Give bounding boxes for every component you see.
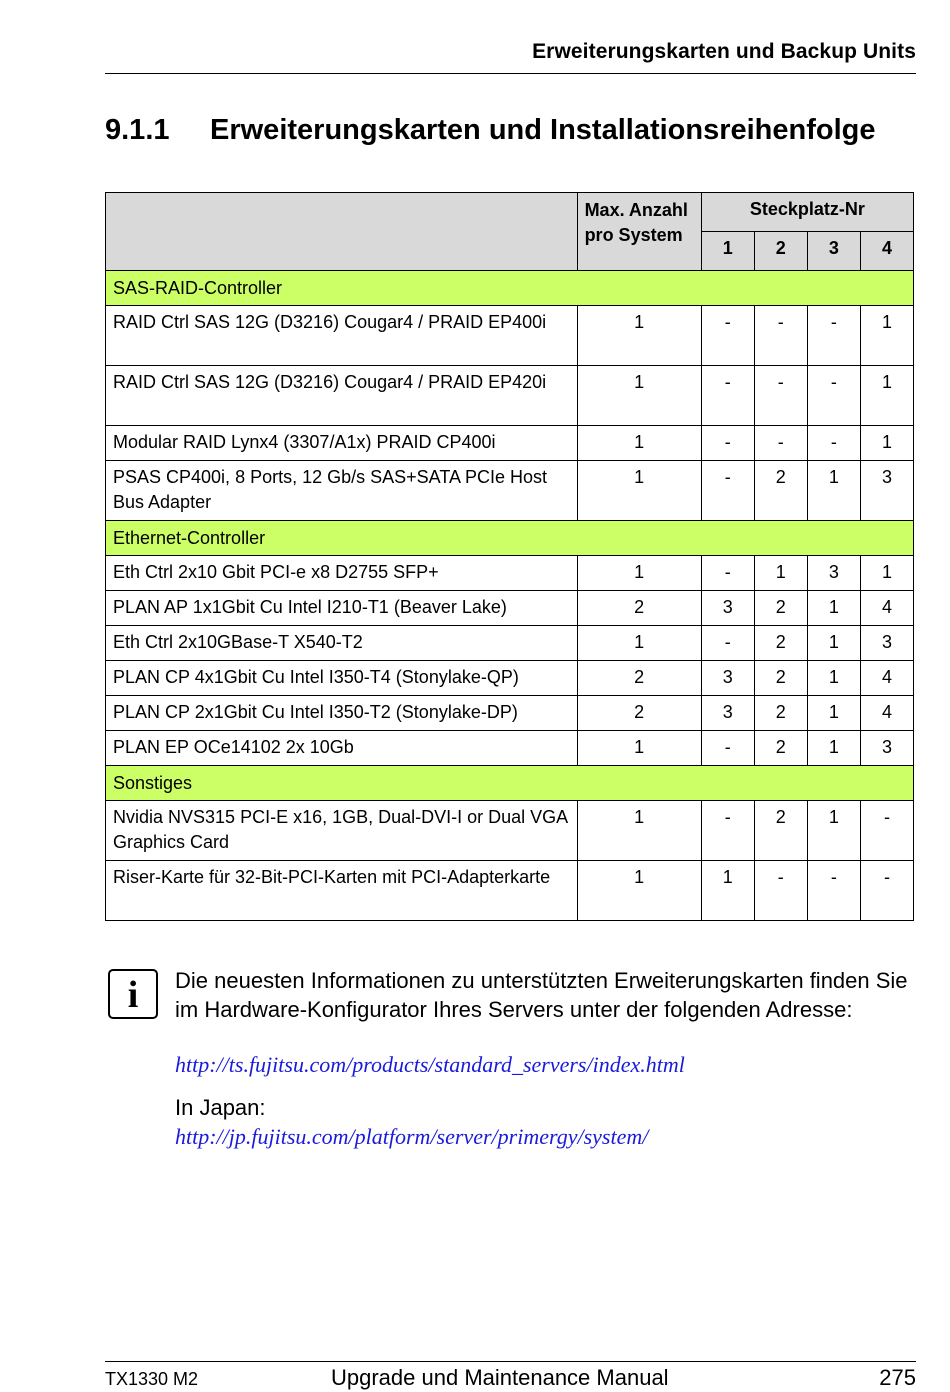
slot-3-cell: 1 [807, 591, 860, 626]
slot-2-cell: 2 [754, 591, 807, 626]
category-label: Ethernet-Controller [106, 521, 914, 556]
table-row [106, 366, 914, 426]
slot-2-cell: - [754, 306, 807, 366]
info-text: Die neuesten Informationen zu unterstützten Erweiterungskarten finden Sie im Hardware-Konfigurator Ihres Servers unter der folgenden Adresse: [175, 968, 908, 1022]
card-name: RAID Ctrl SAS 12G (D3216) Cougar4 / PRAID EP420i [106, 366, 578, 426]
max-count-cell: 1 [577, 861, 701, 921]
table-row [106, 626, 914, 661]
header-blank-cell [106, 193, 578, 271]
header-slot-1: 1 [701, 232, 754, 271]
footer-page-number: 275 [879, 1365, 916, 1390]
card-name: PLAN AP 1x1Gbit Cu Intel I210-T1 (Beaver Lake) [106, 591, 578, 626]
slot-1-cell: 3 [701, 661, 754, 696]
max-count-cell: 1 [577, 626, 701, 661]
info-japan-label: In Japan: [175, 1095, 266, 1120]
info-icon: i [108, 969, 158, 1019]
card-name: Eth Ctrl 2x10GBase-T X540-T2 [106, 626, 578, 661]
section-title: Erweiterungskarten und Installationsreihenfolge [210, 114, 876, 146]
expansion-card-table [105, 192, 914, 921]
category-row [106, 766, 914, 801]
table-row [106, 591, 914, 626]
table-row [106, 306, 914, 366]
table-row [106, 556, 914, 591]
slot-4-cell: 3 [860, 461, 913, 521]
slot-1-cell: - [701, 626, 754, 661]
max-count-cell: 2 [577, 696, 701, 731]
slot-4-cell: - [860, 801, 913, 861]
slot-1-cell: 3 [701, 696, 754, 731]
slot-2-cell: 2 [754, 661, 807, 696]
slot-4-cell: 4 [860, 591, 913, 626]
slot-2-cell: - [754, 861, 807, 921]
slot-2-cell: 2 [754, 626, 807, 661]
slot-1-cell: - [701, 426, 754, 461]
slot-3-cell: 1 [807, 461, 860, 521]
card-name: PSAS CP400i, 8 Ports, 12 Gb/s SAS+SATA PCIe Host Bus Adapter [106, 461, 578, 521]
max-count-cell: 2 [577, 661, 701, 696]
header-slot-group: Steckplatz-Nr [701, 193, 913, 232]
table-row [106, 426, 914, 461]
section-number: 9.1.1 [105, 114, 170, 146]
max-count-cell: 1 [577, 426, 701, 461]
slot-3-cell: 1 [807, 696, 860, 731]
slot-1-cell: - [701, 461, 754, 521]
footer-manual-title: Upgrade und Maintenance Manual [331, 1365, 669, 1390]
card-name: PLAN EP OCe14102 2x 10Gb [106, 731, 578, 766]
slot-3-cell: - [807, 306, 860, 366]
header-rule [105, 73, 916, 74]
category-label: Sonstiges [106, 766, 914, 801]
slot-1-cell: - [701, 731, 754, 766]
slot-3-cell: 1 [807, 731, 860, 766]
slot-4-cell: - [860, 861, 913, 921]
slot-2-cell: 1 [754, 556, 807, 591]
slot-4-cell: 3 [860, 626, 913, 661]
footer-rule [105, 1361, 916, 1362]
slot-3-cell: - [807, 426, 860, 461]
slot-3-cell: - [807, 366, 860, 426]
info-link-jp-fujitsu[interactable]: http://jp.fujitsu.com/platform/server/primergy/system/ [175, 1124, 649, 1149]
category-label: SAS-RAID-Controller [106, 271, 914, 306]
slot-3-cell: - [807, 861, 860, 921]
card-name: Eth Ctrl 2x10 Gbit PCI-e x8 D2755 SFP+ [106, 556, 578, 591]
slot-3-cell: 1 [807, 626, 860, 661]
table-row [106, 731, 914, 766]
slot-4-cell: 4 [860, 696, 913, 731]
table-row [106, 861, 914, 921]
header-slot-4: 4 [860, 232, 913, 271]
category-row [106, 271, 914, 306]
max-count-cell: 1 [577, 366, 701, 426]
slot-1-cell: - [701, 801, 754, 861]
card-name: Riser-Karte für 32-Bit-PCI-Karten mit PCI-Adapterkarte [106, 861, 578, 921]
slot-1-cell: - [701, 366, 754, 426]
card-name: PLAN CP 4x1Gbit Cu Intel I350-T4 (Stonylake-QP) [106, 661, 578, 696]
card-name: Modular RAID Lynx4 (3307/A1x) PRAID CP400i [106, 426, 578, 461]
slot-4-cell: 1 [860, 366, 913, 426]
slot-2-cell: - [754, 366, 807, 426]
slot-3-cell: 1 [807, 661, 860, 696]
category-row [106, 521, 914, 556]
header-max-count: Max. Anzahl pro System [577, 193, 701, 271]
max-count-cell: 1 [577, 461, 701, 521]
max-count-cell: 1 [577, 801, 701, 861]
header-slot-2: 2 [754, 232, 807, 271]
max-count-cell: 1 [577, 556, 701, 591]
card-name: PLAN CP 2x1Gbit Cu Intel I350-T2 (Stonylake-DP) [106, 696, 578, 731]
slot-1-cell: 3 [701, 591, 754, 626]
slot-2-cell: 2 [754, 461, 807, 521]
table-row [106, 461, 914, 521]
slot-1-cell: - [701, 306, 754, 366]
slot-4-cell: 1 [860, 306, 913, 366]
slot-2-cell: 2 [754, 696, 807, 731]
info-link-ts-fujitsu[interactable]: http://ts.fujitsu.com/products/standard_servers/index.html [175, 1052, 685, 1077]
running-header: Erweiterungskarten und Backup Units [532, 40, 916, 63]
footer-model: TX1330 M2 [105, 1369, 199, 1389]
header-slot-3: 3 [807, 232, 860, 271]
slot-4-cell: 1 [860, 426, 913, 461]
slot-3-cell: 3 [807, 556, 860, 591]
slot-2-cell: 2 [754, 801, 807, 861]
max-count-cell: 1 [577, 306, 701, 366]
table-row [106, 801, 914, 861]
slot-1-cell: - [701, 556, 754, 591]
slot-2-cell: - [754, 426, 807, 461]
slot-4-cell: 1 [860, 556, 913, 591]
slot-1-cell: 1 [701, 861, 754, 921]
slot-4-cell: 4 [860, 661, 913, 696]
slot-4-cell: 3 [860, 731, 913, 766]
max-count-cell: 1 [577, 731, 701, 766]
slot-3-cell: 1 [807, 801, 860, 861]
section-heading [105, 114, 876, 147]
card-name: RAID Ctrl SAS 12G (D3216) Cougar4 / PRAID EP400i [106, 306, 578, 366]
card-name: Nvidia NVS315 PCI-E x16, 1GB, Dual-DVI-I or Dual VGA Graphics Card [106, 801, 578, 861]
table-row [106, 661, 914, 696]
max-count-cell: 2 [577, 591, 701, 626]
table-row [106, 696, 914, 731]
slot-2-cell: 2 [754, 731, 807, 766]
